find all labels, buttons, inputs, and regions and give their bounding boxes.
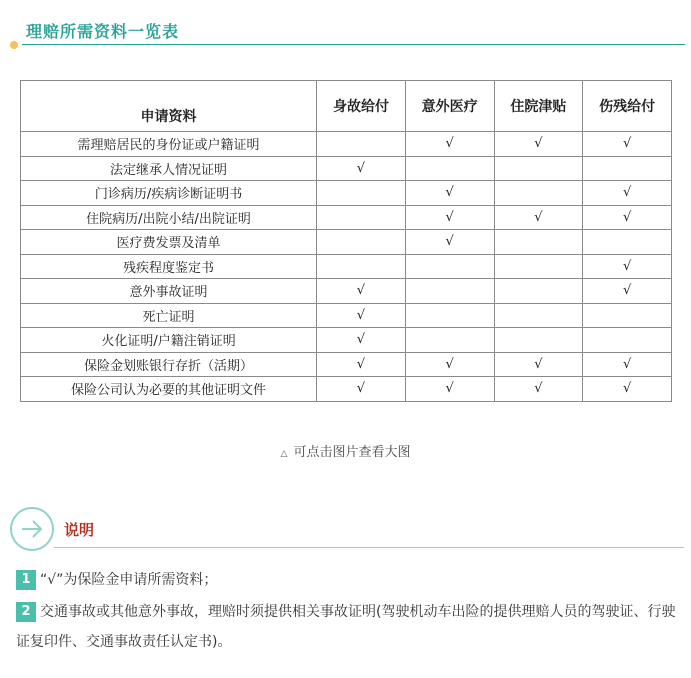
check-cell: √	[583, 132, 672, 157]
table-row	[21, 230, 672, 255]
document-name-cell: 医疗费发票及清单	[21, 230, 317, 255]
table-row	[21, 328, 672, 353]
document-name-cell: 需理赔居民的身份证或户籍证明	[21, 132, 317, 157]
check-cell	[317, 181, 406, 206]
section-header	[0, 0, 691, 60]
check-cell: √	[405, 205, 494, 230]
check-cell: √	[583, 279, 672, 304]
table-header-row	[21, 81, 672, 132]
check-cell	[405, 303, 494, 328]
check-cell	[317, 254, 406, 279]
check-cell: √	[317, 279, 406, 304]
table-row	[21, 156, 672, 181]
table-row	[21, 303, 672, 328]
table-row	[21, 352, 672, 377]
caption-text: 可点击图片查看大图	[293, 445, 411, 460]
column-header-accident-medical: 意外医疗	[405, 81, 494, 132]
notes-title: 说明	[64, 521, 95, 539]
check-cell: √	[494, 352, 583, 377]
column-header-documents: 申请资料	[21, 81, 317, 132]
note-item-1	[16, 565, 682, 595]
claims-table[interactable]	[20, 80, 672, 402]
triangle-up-icon: △	[280, 449, 288, 459]
notes-underline	[54, 547, 684, 548]
note-number-badge: 1	[16, 570, 36, 590]
check-cell: √	[317, 303, 406, 328]
arrow-right-circle-icon	[10, 507, 54, 551]
check-cell	[405, 254, 494, 279]
check-cell: √	[494, 377, 583, 402]
check-cell: √	[405, 181, 494, 206]
check-cell	[317, 205, 406, 230]
check-cell: √	[494, 205, 583, 230]
check-cell	[583, 303, 672, 328]
column-header-hospital-allowance: 住院津贴	[494, 81, 583, 132]
page-title: 理赔所需资料一览表	[26, 22, 180, 41]
document-name-cell: 保险金划账银行存折（活期）	[21, 352, 317, 377]
notes-header	[8, 507, 688, 551]
table-row	[21, 205, 672, 230]
column-header-death-benefit: 身故给付	[317, 81, 406, 132]
check-cell: √	[405, 352, 494, 377]
check-cell: √	[583, 377, 672, 402]
check-cell: √	[317, 156, 406, 181]
table-row	[21, 377, 672, 402]
document-name-cell: 残疾程度鉴定书	[21, 254, 317, 279]
column-header-disability-benefit: 伤残给付	[583, 81, 672, 132]
check-cell	[494, 254, 583, 279]
check-cell	[494, 328, 583, 353]
check-cell	[494, 303, 583, 328]
check-cell	[317, 132, 406, 157]
note-item-2	[16, 597, 682, 657]
check-cell	[583, 156, 672, 181]
check-cell: √	[317, 352, 406, 377]
check-cell	[405, 156, 494, 181]
document-name-cell: 火化证明/户籍注销证明	[21, 328, 317, 353]
check-cell: √	[405, 132, 494, 157]
check-cell	[494, 156, 583, 181]
table-row	[21, 254, 672, 279]
check-cell: √	[583, 205, 672, 230]
check-cell	[494, 181, 583, 206]
check-cell: √	[494, 132, 583, 157]
check-cell	[405, 328, 494, 353]
table-row	[21, 132, 672, 157]
document-name-cell: 保险公司认为必要的其他证明文件	[21, 377, 317, 402]
check-cell	[583, 230, 672, 255]
check-cell	[494, 230, 583, 255]
check-cell: √	[583, 352, 672, 377]
table-row	[21, 181, 672, 206]
check-cell: √	[583, 181, 672, 206]
note-number-badge: 2	[16, 602, 36, 622]
table-row	[21, 279, 672, 304]
check-cell	[317, 230, 406, 255]
image-caption[interactable]	[0, 441, 691, 460]
document-name-cell: 意外事故证明	[21, 279, 317, 304]
check-cell: √	[405, 230, 494, 255]
document-name-cell: 门诊病历/疾病诊断证明书	[21, 181, 317, 206]
check-cell	[494, 279, 583, 304]
check-cell	[405, 279, 494, 304]
check-cell: √	[317, 328, 406, 353]
check-cell: √	[317, 377, 406, 402]
check-cell: √	[583, 254, 672, 279]
document-name-cell: 法定继承人情况证明	[21, 156, 317, 181]
check-cell: √	[405, 377, 494, 402]
check-cell	[583, 328, 672, 353]
title-underline	[22, 44, 685, 45]
note-text: “√”为保险金申请所需资料；	[40, 572, 218, 588]
note-text: 交通事故或其他意外事故，理赔时须提供相关事故证明(驾驶机动车出险的提供理赔人员的驾驶证、行驶证复印件、交通事故责任认定书)。	[16, 604, 676, 650]
document-name-cell: 死亡证明	[21, 303, 317, 328]
title-dot-icon	[10, 41, 18, 49]
document-name-cell: 住院病历/出院小结/出院证明	[21, 205, 317, 230]
